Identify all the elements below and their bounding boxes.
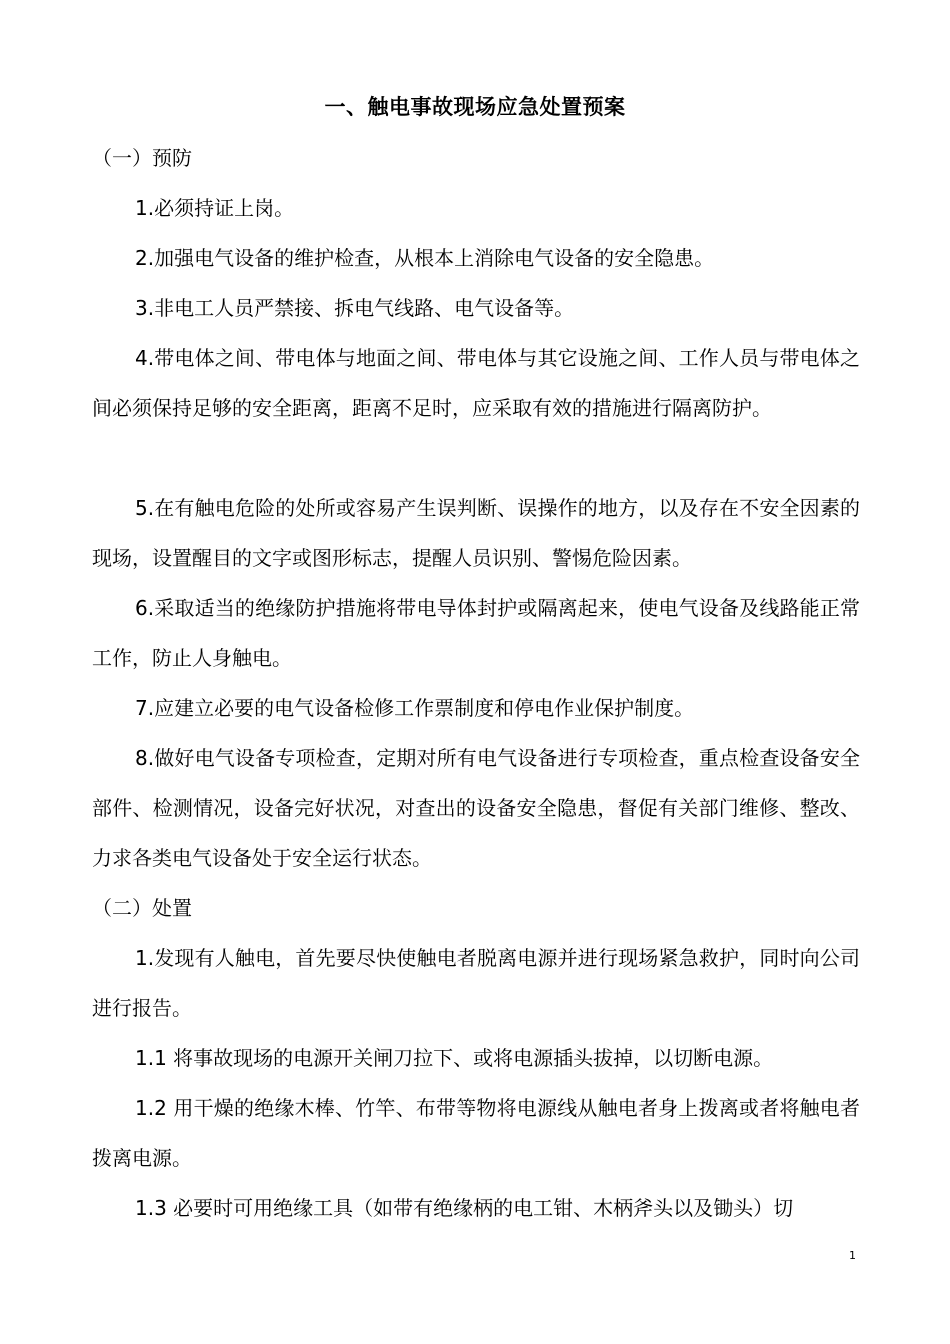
section-heading-prevention: （一）预防 [92,146,192,170]
prevention-item-3: 3.非电工人员严禁接、拆电气线路、电气设备等。 [135,296,575,320]
prevention-item-2: 2.加强电气设备的维护检查，从根本上消除电气设备的安全隐患。 [135,246,715,270]
response-item-1: 1.发现有人触电，首先要尽快使触电者脱离电源并进行现场紧急救护，同时向公司进行报告。 [92,946,860,1020]
prevention-item-7: 7.应建立必要的电气设备检修工作票制度和停电作业保护制度。 [135,696,695,720]
document-title: 一、触电事故现场应急处置预案 [324,95,626,119]
response-item-1-3: 1.3 必要时可用绝缘工具（如带有绝缘柄的电工钳、木柄斧头以及锄头）切 [135,1196,794,1220]
prevention-item-4: 4.带电体之间、带电体与地面之间、带电体与其它设施之间、工作人员与带电体之间必须保持足够的安全距离，距离不足时，应采取有效的措施进行隔离防护。 [92,346,860,420]
section-heading-response: （二）处置 [92,896,192,920]
prevention-item-1: 1.必须持证上岗。 [135,196,295,220]
response-item-1-1: 1.1 将事故现场的电源开关闸刀拉下、或将电源插头拔掉，以切断电源。 [135,1046,774,1070]
prevention-item-6: 6.采取适当的绝缘防护措施将带电导体封护或隔离起来，使电气设备及线路能正常工作，防止人身触电。 [92,596,860,670]
prevention-item-8: 8.做好电气设备专项检查，定期对所有电气设备进行专项检查，重点检查设备安全部件、检测情况，设备完好状况，对查出的设备安全隐患，督促有关部门维修、整改、力求各类电气设备处于安全运行状态。 [92,746,860,870]
prevention-item-5: 5.在有触电危险的处所或容易产生误判断、误操作的地方，以及存在不安全因素的现场，设置醒目的文字或图形标志，提醒人员识别、警惕危险因素。 [92,496,860,570]
response-item-1-2: 1.2 用干燥的绝缘木棒、竹竿、布带等物将电源线从触电者身上拨离或者将触电者拨离电源。 [92,1096,860,1170]
page-number: 1 [849,1249,856,1262]
